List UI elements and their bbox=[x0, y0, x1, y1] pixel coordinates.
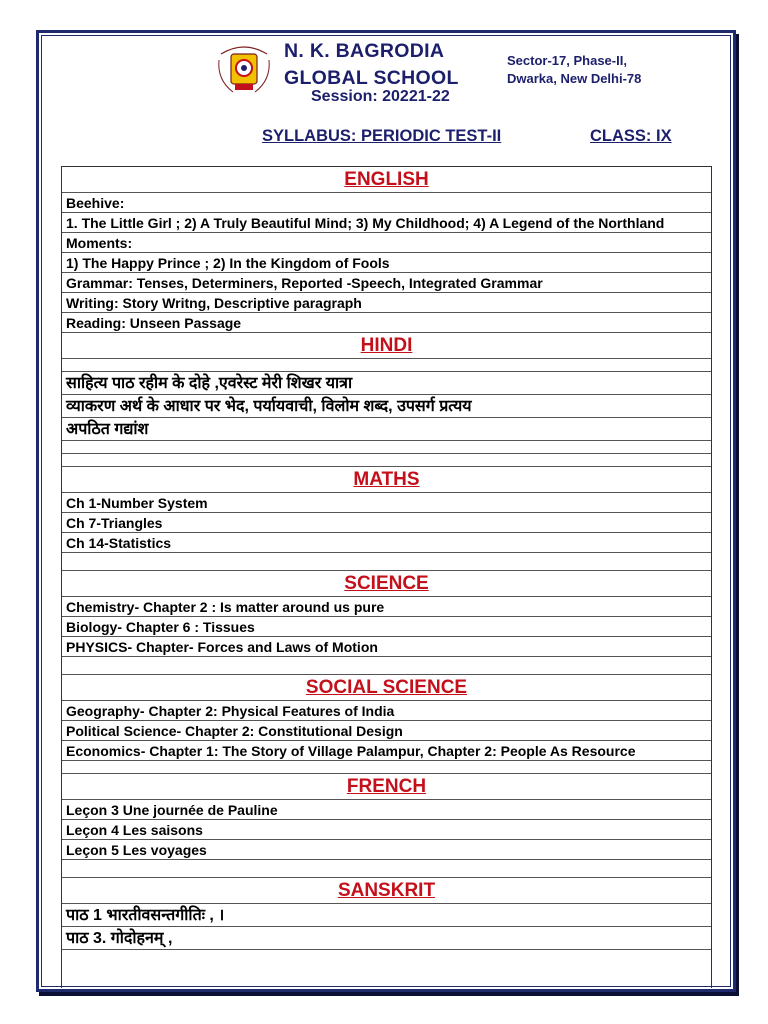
list-item: व्याकरण अर्थ के आधार पर भेद, पर्यायवाची, विलोम शब्द, उपसर्ग प्रत्यय bbox=[62, 395, 711, 418]
syllabus-title: SYLLABUS: PERIODIC TEST-II bbox=[262, 127, 502, 145]
blank-row bbox=[62, 454, 711, 467]
document-header bbox=[0, 0, 768, 160]
list-item: अपठित गद्यांश bbox=[62, 418, 711, 441]
blank-row bbox=[62, 761, 711, 774]
list-item: Chemistry- Chapter 2 : Is matter around us pure bbox=[62, 597, 711, 617]
session-label: Session: 20221-22 bbox=[311, 88, 450, 105]
list-item: पाठ 3. गोदोहनम् , bbox=[62, 927, 711, 950]
school-name-line2: GLOBAL SCHOOL bbox=[284, 67, 459, 89]
list-item: Biology- Chapter 6 : Tissues bbox=[62, 617, 711, 637]
blank-row bbox=[62, 657, 711, 675]
section-heading-french: FRENCH bbox=[62, 774, 711, 800]
list-item: Leçon 3 Une journée de Pauline bbox=[62, 800, 711, 820]
list-item: Moments: bbox=[62, 233, 711, 253]
school-name bbox=[284, 38, 459, 92]
list-item: Ch 14-Statistics bbox=[62, 533, 711, 553]
list-item: Reading: Unseen Passage bbox=[62, 313, 711, 333]
list-item: Economics- Chapter 1: The Story of Village Palampur, Chapter 2: People As Resource bbox=[62, 741, 711, 761]
blank-row bbox=[62, 359, 711, 372]
blank-row bbox=[62, 553, 711, 571]
list-item: Political Science- Chapter 2: Constitutional Design bbox=[62, 721, 711, 741]
section-heading-hindi: HINDI bbox=[62, 333, 711, 359]
blank-row bbox=[62, 441, 711, 454]
blank-row bbox=[62, 860, 711, 878]
list-item: Ch 7-Triangles bbox=[62, 513, 711, 533]
section-heading-maths: MATHS bbox=[62, 467, 711, 493]
section-heading-science: SCIENCE bbox=[62, 571, 711, 597]
school-name-line1: N. K. BAGRODIA bbox=[284, 40, 445, 62]
list-item: पाठ 1 भारतीवसन्तगीतिः , । bbox=[62, 904, 711, 927]
section-heading-sanskrit: SANSKRIT bbox=[62, 878, 711, 904]
list-item: 1. The Little Girl ; 2) A Truly Beautiful Mind; 3) My Childhood; 4) A Legend of the Northland bbox=[62, 213, 711, 233]
list-item: Grammar: Tenses, Determiners, Reported -Speech, Integrated Grammar bbox=[62, 273, 711, 293]
list-item: Ch 1-Number System bbox=[62, 493, 711, 513]
list-item: Writing: Story Writng, Descriptive paragraph bbox=[62, 293, 711, 313]
list-item: 1) The Happy Prince ; 2) In the Kingdom of Fools bbox=[62, 253, 711, 273]
syllabus-table bbox=[61, 166, 712, 988]
list-item: Beehive: bbox=[62, 193, 711, 213]
list-item: साहित्य पाठ रहीम के दोहे ,एवरेस्ट मेरी शिखर यात्रा bbox=[62, 372, 711, 395]
school-address bbox=[507, 52, 641, 88]
list-item: PHYSICS- Chapter- Forces and Laws of Motion bbox=[62, 637, 711, 657]
section-heading-social-science: SOCIAL SCIENCE bbox=[62, 675, 711, 701]
school-crest-logo bbox=[213, 40, 275, 98]
address-line2: Dwarka, New Delhi-78 bbox=[507, 71, 642, 86]
list-item: Leçon 4 Les saisons bbox=[62, 820, 711, 840]
list-item: Geography- Chapter 2: Physical Features of India bbox=[62, 701, 711, 721]
class-label: CLASS: IX bbox=[590, 127, 672, 145]
address-line1: Sector-17, Phase-II, bbox=[507, 53, 627, 68]
section-heading-english: ENGLISH bbox=[62, 167, 711, 193]
list-item: Leçon 5 Les voyages bbox=[62, 840, 711, 860]
